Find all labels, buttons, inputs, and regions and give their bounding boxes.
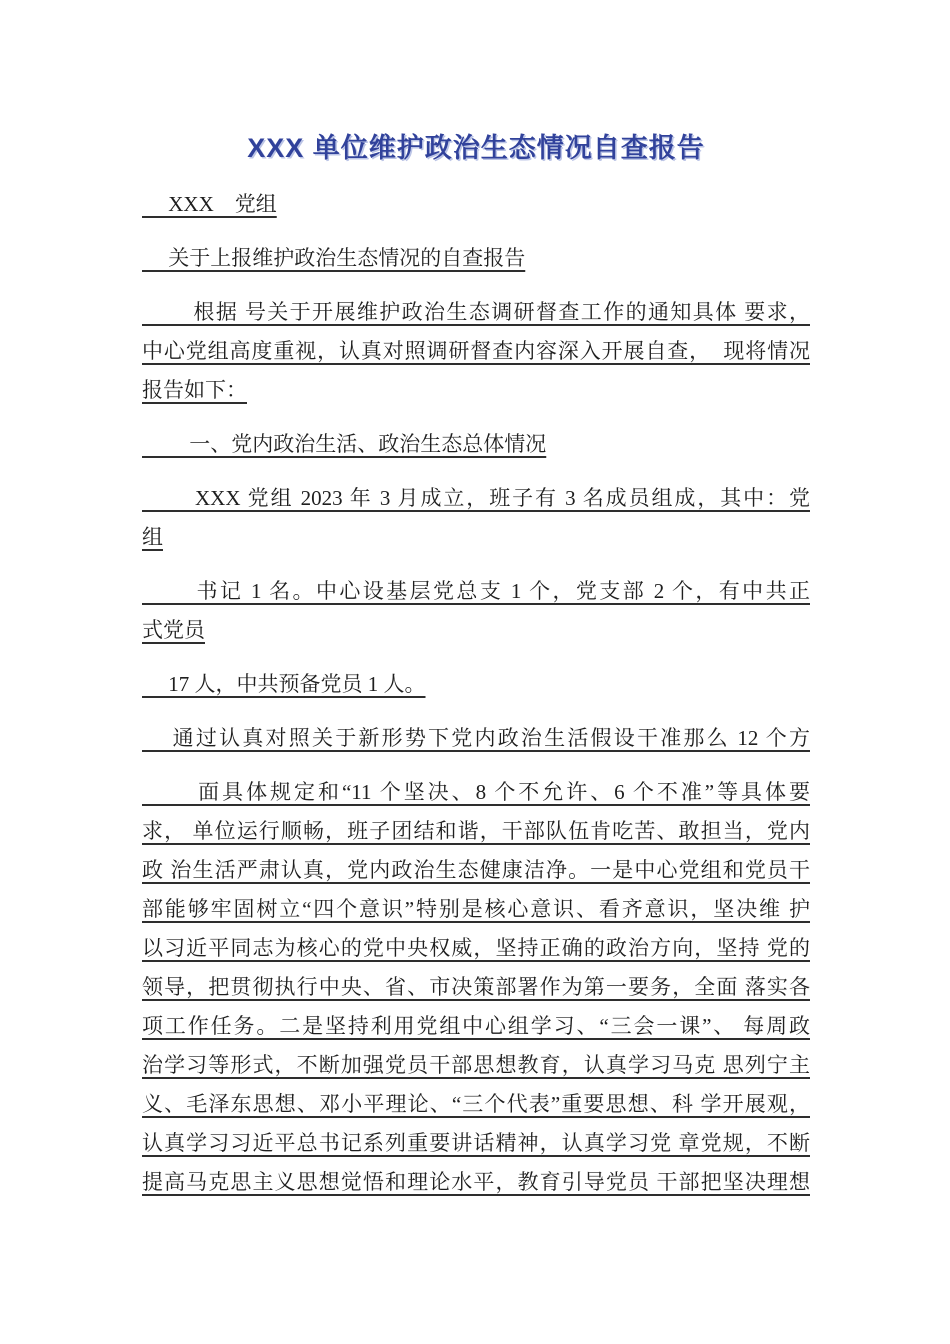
doc-line: XXX 党组 2023 年 3 月成立，班子有 3 名成员组成，其中：党 [142, 486, 810, 510]
doc-line: 治学习等形式，不断加强党员干部思想教育，认真学习马克 思列宁主 [142, 1053, 810, 1077]
doc-line: 义、毛泽东思想、邓小平理论、“三个代表”重要思想、科 学开展观， [142, 1092, 810, 1116]
document-title: XXX 单位维护政治生态情况自查报告 [247, 133, 705, 163]
doc-line: 以习近平同志为核心的党中央权威，坚持正确的政治方向，坚持 党的 [142, 936, 810, 960]
doc-line: 一、党内政治生活、政治生态总体情况 [142, 432, 547, 456]
doc-line: 关于上报维护政治生态情况的自查报告 [142, 246, 526, 270]
doc-line: 书记 1 名。中心设基层党总支 1 个，党支部 2 个，有中共正 [142, 579, 810, 603]
doc-line: XXX 党组 [142, 192, 277, 216]
doc-line: 求， 单位运行顺畅，班子团结和谐，干部队伍肯吃苦、敢担当，党内 [142, 819, 810, 843]
doc-line: 部能够牢固树立“四个意识”特别是核心意识、看齐意识，坚决维 护 [142, 897, 810, 921]
doc-line: 认真学习习近平总书记系列重要讲话精神，认真学习党 章党规，不断 [142, 1131, 810, 1155]
doc-line: 通过认真对照关于新形势下党内政治生活假设干准那么 12 个方 [142, 726, 810, 750]
doc-line: 17 人，中共预备党员 1 人。 [142, 672, 426, 696]
doc-line: 中心党组高度重视，认真对照调研督查内容深入开展自查， 现将情况 [142, 339, 810, 363]
doc-line: 报告如下： [142, 378, 247, 402]
doc-line: 组 [142, 525, 163, 549]
doc-line: 面具体规定和“11 个坚决、8 个不允许、6 个不准”等具体要 [142, 780, 810, 804]
doc-line: 根据 号关于开展维护政治生态调研督查工作的通知具体 要求， [142, 300, 810, 324]
doc-line: 领导，把贯彻执行中央、省、市决策部署作为第一要务，全面 落实各 [142, 975, 810, 999]
doc-line: 提高马克思主义思想觉悟和理论水平，教育引导党员 干部把坚决理想 [142, 1170, 810, 1194]
doc-line: 项工作任务。二是坚持利用党组中心组学习、“三会一课”、 每周政 [142, 1014, 810, 1038]
doc-line: 政 治生活严肃认真，党内政治生态健康洁净。一是中心党组和党员干 [142, 858, 810, 882]
doc-line: 式党员 [142, 618, 205, 642]
